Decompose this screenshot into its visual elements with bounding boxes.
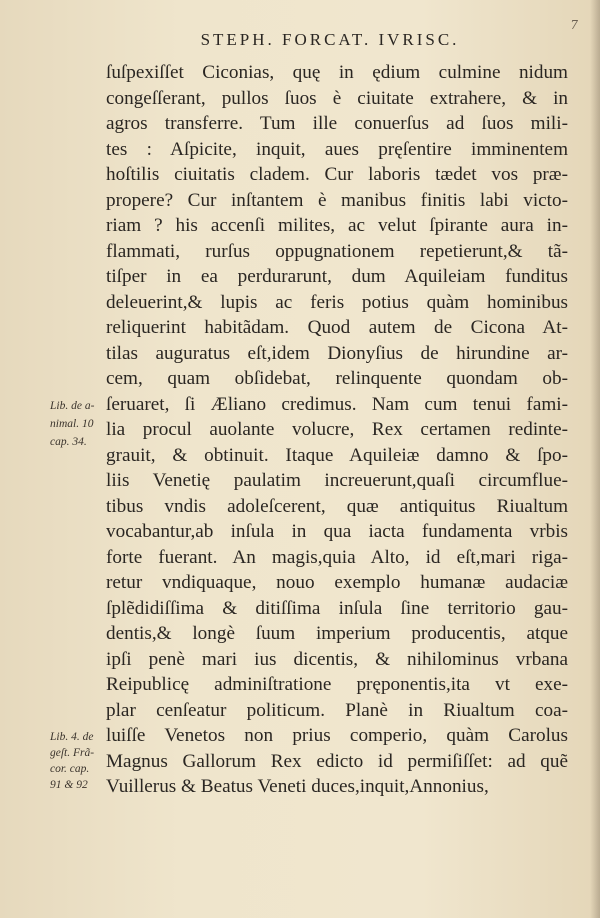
margin-note-line: nimal. 10	[50, 417, 94, 430]
text-line: dentis,& longè ſuum imperium producentis, atque	[106, 623, 568, 644]
margin-note-line: geſt. Frã-	[50, 747, 95, 759]
text-line: Magnus Gallorum Rex edicto id permiſiſſet: ad quẽ	[106, 750, 568, 772]
margin-note-line: Lib. de a-	[50, 399, 95, 412]
text-line: propere? Cur inſtantem è manibus finitis labi victo-	[106, 189, 568, 211]
text-line: tilas auguratus eſt,idem Dionyſius de hirundine ar-	[106, 342, 568, 364]
text-line: Reipublicę adminiſtratione pręponentis,ita vt exe-	[106, 674, 568, 695]
text-line: ſuſpexiſſet Ciconias, quę in ędium culmine nidum	[106, 62, 568, 83]
margin-note	[50, 400, 110, 454]
body-text	[106, 60, 568, 800]
running-head: STEPH. FORCAT. IVRISC.	[200, 30, 460, 49]
text-line: hoſtilis ciuitatis cladem. Cur laboris tædet vos præ-	[106, 164, 568, 185]
margin-note-line: Lib. 4. de	[50, 731, 94, 743]
text-line: Vuillerus & Beatus Veneti duces,inquit,Annonius,	[106, 776, 489, 797]
folio-mark: 7	[570, 18, 578, 32]
text-line: ſplẽdidiſſima & ditiſſima inſula ſine territorio gau-	[106, 597, 568, 619]
text-line: plar cenſeatur politicum. Planè in Riualtum coa-	[106, 699, 568, 721]
text-line: flammati, rurſus oppugnationem repetierunt,& tã-	[106, 240, 568, 262]
text-line: cem, quam obſidebat, relinquente quondam ob-	[106, 368, 568, 389]
page-edge-shadow	[590, 0, 600, 918]
text-line: forte fuerant. An magis,quia Alto, id eſt,mari riga-	[106, 546, 568, 568]
margin-note	[50, 731, 110, 795]
text-line: vocabantur,ab inſula in qua iacta fundamenta vrbis	[106, 521, 568, 542]
text-line: deleuerint,& lupis ac feris potius quàm hominibus	[106, 291, 568, 313]
text-line: liis Venetię paulatim increuerunt,quaſi circumflue-	[106, 470, 568, 491]
text-line: retur vndiquaque, nouo exemplo humanæ audaciæ	[106, 572, 568, 593]
margin-note-line: cap. 34.	[50, 435, 87, 448]
margin-note-line: 91 & 92	[50, 779, 88, 791]
text-line: luiſſe Venetos non prius comperio, quàm Carolus	[106, 725, 568, 746]
margin-note-line: cor. cap.	[50, 763, 90, 775]
text-line: congeſſerant, pullos ſuos è ciuitate extrahere, & in	[106, 87, 568, 109]
text-line: tiſper in ea perdurarunt, dum Aquileiam funditus	[106, 266, 568, 287]
text-line: ipſi penè mari ius dicentis, & nihilominus vrbana	[106, 648, 568, 670]
text-line: riam ? his accenſi milites, ac velut ſpirante aura in-	[106, 215, 568, 236]
text-line: lia procul auolante volucre, Rex certamen redinte-	[106, 419, 568, 440]
text-line: ſeruaret, ſi Æliano credimus. Nam cum tenui fami-	[106, 393, 568, 415]
text-line: grauit, & obtinuit. Itaque Aquileiæ damno & ſpo-	[106, 444, 568, 466]
text-line: reliquerint habitãdam. Quod autem de Cicona At-	[106, 317, 568, 338]
text-line: agros transferre. Tum ille conuerſus ad ſuos mili-	[106, 113, 568, 134]
text-line: tibus vndis adoleſcerent, quæ antiquitus Riualtum	[106, 495, 568, 517]
text-line: tes : Aſpicite, inquit, aues pręſentire imminentem	[106, 138, 568, 160]
